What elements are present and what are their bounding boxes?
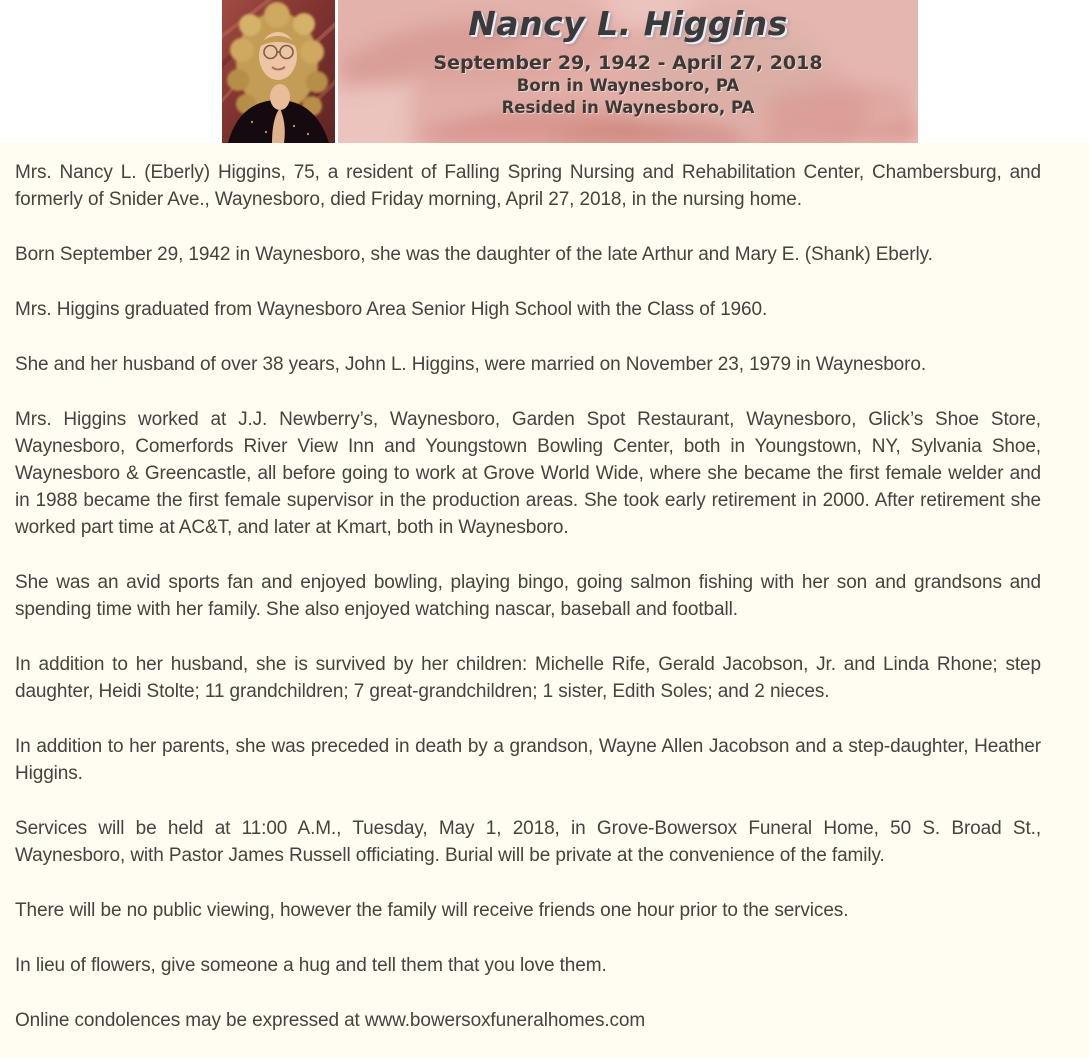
resided-line: Resided in Waynesboro, PA xyxy=(501,98,755,117)
condolences-url[interactable]: www.bowersoxfuneralhomes.com xyxy=(364,1010,646,1031)
memorial-header xyxy=(0,0,1089,143)
condolences-line xyxy=(15,1007,1041,1034)
obituary-paragraph: Born September 29, 1942 in Waynesboro, she was the daughter of the late Arthur and Mary E. (Shank) Eberly. xyxy=(15,244,933,265)
obituary-paragraph: Mrs. Higgins worked at J.J. Newberry’s, Waynesboro, Garden Spot Restaurant, Waynesboro, Glick’s Shoe Store, Waynesboro, Comerfords River View Inn and Youngstown Bowling Center, both in Youngstown, NY, Sylvania Shoe, Waynesboro & Greencastle, all before going to work at Grove World Wide, where she became the first female welder and in 1988 became the first female supervisor in the production areas. She took early retirement in 2000. After retirement she worked part time at AC&T, and later at Kmart, both in Waynesboro. xyxy=(15,409,1041,538)
deceased-name: Nancy L. Higgins xyxy=(468,4,788,43)
born-line: Born in Waynesboro, PA xyxy=(516,76,740,95)
rose-banner xyxy=(338,0,918,143)
obituary-paragraph: Mrs. Nancy L. (Eberly) Higgins, 75, a resident of Falling Spring Nursing and Rehabilitation Center, Chambersburg, and formerly of Snider Ave., Waynesboro, died Friday morning, April 27, 2018, in the nursing home. xyxy=(15,162,1041,210)
obituary-paragraph: She was an avid sports fan and enjoyed bowling, playing bingo, going salmon fishing with her son and grandsons and spending time with her family. She also enjoyed watching nascar, baseball and football. xyxy=(15,572,1041,620)
obituary-paragraph: Services will be held at 11:00 A.M., Tuesday, May 1, 2018, in Grove-Bowersox Funeral Home, 50 S. Broad St., Waynesboro, with Pastor James Russell officiating. Burial will be private at the convenience of the family. xyxy=(15,818,1041,866)
portrait-photo xyxy=(222,0,335,143)
obituary-paragraph: She and her husband of over 38 years, John L. Higgins, were married on November 23, 1979 in Waynesboro. xyxy=(15,354,927,375)
banner-text xyxy=(338,0,918,119)
condolences-text: Online condolences may be expressed at xyxy=(15,1010,365,1031)
portrait-photo-art xyxy=(222,0,335,143)
obituary-paragraph: In lieu of flowers, give someone a hug and tell them that you love them. xyxy=(15,955,607,976)
obituary-body xyxy=(0,143,1089,1058)
obituary-paragraph: In addition to her husband, she is survived by her children: Michelle Rife, Gerald Jacobson, Jr. and Linda Rhone; step daughter, Heidi Stolte; 11 grandchildren; 7 great-grandchildren; 1 sister, Edith Soles; and 2 nieces. xyxy=(15,654,1041,702)
obituary-paragraph: Mrs. Higgins graduated from Waynesboro Area Senior High School with the Class of 1960. xyxy=(15,299,768,320)
obituary-paragraph: In addition to her parents, she was preceded in death by a grandson, Wayne Allen Jacobson and a step-daughter, Heather Higgins. xyxy=(15,736,1041,784)
life-dates: September 29, 1942 - April 27, 2018 xyxy=(433,52,823,74)
obituary-paragraph: There will be no public viewing, however the family will receive friends one hour prior to the services. xyxy=(15,900,849,921)
